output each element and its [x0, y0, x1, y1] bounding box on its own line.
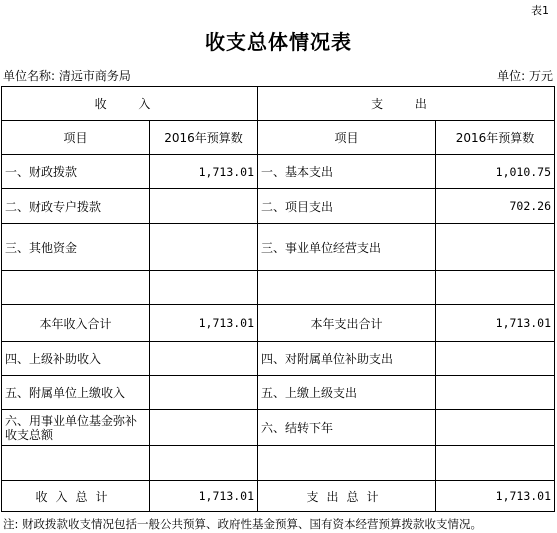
income-amount-cell — [150, 189, 258, 224]
income-amount-cell — [150, 446, 258, 481]
income-amount-cell — [150, 376, 258, 410]
income-total-label-cell — [2, 481, 150, 512]
income-item-cell: 四、上级补助收入 — [2, 342, 150, 376]
income-total-amount: 1,713.01 — [150, 481, 258, 512]
income-amount-cell — [150, 271, 258, 305]
income-item-cell: 六、用事业单位基金弥补收支总额 — [2, 410, 150, 446]
income-amount-cell: 1,713.01 — [150, 155, 258, 189]
income-item-cell: 三、其他资金 — [2, 224, 150, 271]
income-subtotal-label: 本年收入合计 — [2, 305, 150, 342]
expense-item-cell: 四、对附属单位补助支出 — [258, 342, 436, 376]
income-amount-cell — [150, 342, 258, 376]
expense-item-cell — [258, 271, 436, 305]
currency-unit-label: 单位: 万元 — [497, 69, 553, 83]
expense-subtotal-amount: 1,713.01 — [436, 305, 555, 342]
expense-item-cell — [258, 446, 436, 481]
budget-summary-table — [1, 86, 555, 512]
income-item-cell: 二、财政专户拨款 — [2, 189, 150, 224]
expense-amount-cell — [436, 271, 555, 305]
unit-name-label: 单位名称: 清远市商务局 — [3, 69, 131, 83]
expense-item-cell: 三、事业单位经营支出 — [258, 224, 436, 271]
income-amount-cell — [150, 224, 258, 271]
expense-amount-cell: 702.26 — [436, 189, 555, 224]
income-item-cell — [2, 446, 150, 481]
column-header-row — [2, 121, 555, 155]
expense-amount-cell — [436, 410, 555, 446]
expense-item-header: 项目 — [258, 121, 436, 155]
footnote: 注: 财政拨款收支情况包括一般公共预算、政府性基金预算、国有资本经营预算拨款收支情况。 — [3, 517, 483, 531]
expense-total-amount: 1,713.01 — [436, 481, 555, 512]
income-item-cell — [2, 271, 150, 305]
expense-total-label: 支出总计 — [306, 489, 387, 504]
income-total-label: 收入总计 — [35, 489, 116, 504]
grand-total-row — [2, 481, 555, 512]
table-row — [2, 376, 555, 410]
expense-amount-cell — [436, 446, 555, 481]
expense-subtotal-label: 本年支出合计 — [258, 305, 436, 342]
expense-amount-cell: 1,010.75 — [436, 155, 555, 189]
expense-budget-header: 2016年预算数 — [436, 121, 555, 155]
page-title: 收支总体情况表 — [205, 30, 352, 54]
table-row — [2, 224, 555, 271]
expense-amount-cell — [436, 376, 555, 410]
expense-amount-cell — [436, 342, 555, 376]
expense-total-label-cell — [258, 481, 436, 512]
income-header-text: 收 入 — [94, 97, 165, 111]
table-row — [2, 342, 555, 376]
income-item-header: 项目 — [2, 121, 150, 155]
income-subtotal-amount: 1,713.01 — [150, 305, 258, 342]
expense-amount-cell — [436, 224, 555, 271]
subtotal-row — [2, 305, 555, 342]
table-row — [2, 271, 555, 305]
table-row — [2, 189, 555, 224]
expense-section-header — [258, 87, 555, 121]
section-header-row — [2, 87, 555, 121]
table-number-label: 表1 — [531, 4, 549, 17]
table-row — [2, 410, 555, 446]
expense-item-cell: 六、结转下年 — [258, 410, 436, 446]
income-amount-cell — [150, 410, 258, 446]
income-item-cell: 一、财政拨款 — [2, 155, 150, 189]
income-section-header — [2, 87, 258, 121]
expense-item-cell: 一、基本支出 — [258, 155, 436, 189]
income-budget-header: 2016年预算数 — [150, 121, 258, 155]
table-row — [2, 446, 555, 481]
table-row — [2, 155, 555, 189]
expense-item-cell: 五、上缴上级支出 — [258, 376, 436, 410]
expense-header-text: 支 出 — [371, 97, 441, 111]
expense-item-cell: 二、项目支出 — [258, 189, 436, 224]
income-item-cell: 五、附属单位上缴收入 — [2, 376, 150, 410]
